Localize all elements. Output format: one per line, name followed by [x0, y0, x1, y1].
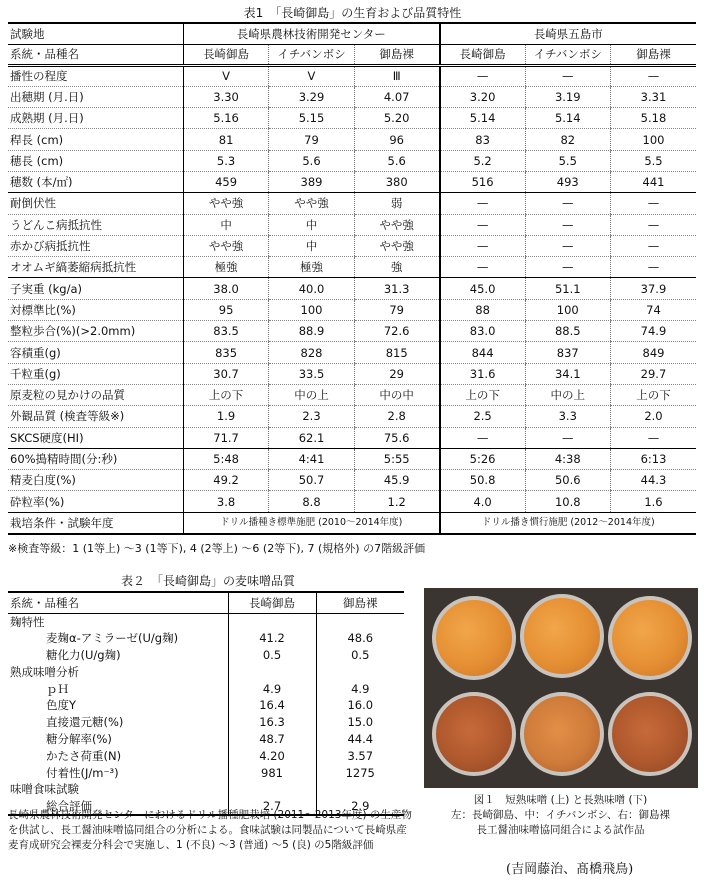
row-value: 上の下 — [440, 384, 525, 405]
row-value: 83 — [440, 129, 525, 150]
row-value: 4.0 — [440, 491, 525, 512]
table1-body — [8, 23, 696, 534]
row-value: 5:26 — [440, 448, 525, 469]
figure1-caption-line1: 図１ 短熟味噌 (上) と長熟味噌 (下) — [473, 794, 648, 806]
table2-row — [8, 714, 404, 731]
row-value: 5.20 — [354, 108, 439, 129]
row-label: 穂数 (本/㎡) — [8, 171, 183, 192]
miso-dish-short-ichibanboshi — [520, 594, 604, 678]
row-value: 2.5 — [440, 406, 525, 427]
miso-dish-short-mishima — [608, 596, 692, 680]
row-label: 総合評価 — [46, 798, 92, 813]
row-value: 38.0 — [183, 278, 268, 299]
table1-header-row1 — [8, 23, 696, 44]
table1-row — [8, 427, 696, 448]
row-value: 0.5 — [316, 647, 404, 664]
row-value: — — [525, 427, 610, 448]
row-value: 3.8 — [183, 491, 268, 512]
row-value: 33.5 — [269, 363, 354, 384]
header-site-a: 長崎県農林技術開発センター — [183, 23, 439, 44]
row-value: 83.0 — [440, 321, 525, 342]
table2-row — [8, 731, 404, 748]
row-value: 51.1 — [525, 278, 610, 299]
row-label: 外観品質 (検査等級※) — [8, 406, 183, 427]
table1-row — [8, 321, 696, 342]
row-value: 2.3 — [269, 406, 354, 427]
row-value: 389 — [269, 171, 354, 192]
row-label: 子実重 (kg/a) — [8, 278, 183, 299]
row-value: 81 — [183, 129, 268, 150]
table1-row — [8, 299, 696, 320]
row-label: 整粒歩合(%)(>2.0mm) — [8, 321, 183, 342]
row-label: SKCS硬度(HI) — [8, 427, 183, 448]
row-value: 5.18 — [610, 108, 696, 129]
table1-row — [8, 235, 696, 256]
row-value: 88.5 — [525, 321, 610, 342]
row-value: 中 — [183, 214, 268, 235]
row-label: 砕粒率(%) — [8, 491, 183, 512]
row-value: 4.9 — [228, 680, 316, 697]
row-value: 5:48 — [183, 448, 268, 469]
row-value: 16.3 — [228, 714, 316, 731]
row-label: 容積重(g) — [8, 342, 183, 363]
row-value: 88 — [440, 299, 525, 320]
row-value: — — [610, 257, 696, 278]
row-value: 中 — [269, 235, 354, 256]
row-value: 79 — [354, 299, 439, 320]
row-value: やや強 — [269, 193, 354, 214]
figure1-caption — [418, 793, 703, 838]
row-value: 1.2 — [354, 491, 439, 512]
row-value: 849 — [610, 342, 696, 363]
row-value: 50.6 — [525, 470, 610, 491]
table2-row — [8, 663, 404, 680]
row-value: 100 — [610, 129, 696, 150]
row-label: 耐倒伏性 — [8, 193, 183, 214]
table1-row — [8, 171, 696, 192]
row-value: — — [610, 427, 696, 448]
row-value: 2.0 — [610, 406, 696, 427]
row-value: 16.0 — [316, 697, 404, 714]
miso-dish-long-ichibanboshi — [520, 692, 604, 776]
table2-header-col1: 長崎御島 — [228, 592, 316, 613]
header-col: イチバンボシ — [269, 44, 354, 65]
row-value: — — [440, 257, 525, 278]
row-label: 色度Y — [46, 698, 77, 713]
miso-dish-long-mishima — [608, 692, 692, 776]
table1-row — [8, 214, 696, 235]
row-value: 29.7 — [610, 363, 696, 384]
row-value: 5.5 — [610, 150, 696, 171]
row-value: — — [525, 257, 610, 278]
row-value: 49.2 — [183, 470, 268, 491]
row-value: 5.14 — [525, 108, 610, 129]
row-value: やや強 — [354, 214, 439, 235]
row-value: 71.7 — [183, 427, 268, 448]
table2-row — [8, 697, 404, 714]
row-value: 30.7 — [183, 363, 268, 384]
footer-label: 栽培条件・試験年度 — [10, 515, 114, 530]
row-value: 44.3 — [610, 470, 696, 491]
row-value: 中の中 — [354, 384, 439, 405]
table1-header-row2 — [8, 44, 696, 65]
table2-note: 長崎県農林技術開発センターにおけるドリル播種肥栽培 (2011～2013年度) の生産物を供試し、長工醤油味噌協同組合の分析による。食味試験は同製品について長崎県産麦育成研究会裸麦分科会で実施し、1 (不良) ～3 (普通) ～5 (良) の5階級評価 — [8, 809, 412, 851]
row-value: 441 — [610, 171, 696, 192]
row-value: 1.6 — [610, 491, 696, 512]
table1 — [8, 22, 696, 535]
header-col: 長崎御島 — [183, 44, 268, 65]
row-value: 37.9 — [610, 278, 696, 299]
miso-dish-long-nagasaki — [432, 692, 516, 776]
row-value: 75.6 — [354, 427, 439, 448]
table1-row — [8, 108, 696, 129]
row-value: 31.3 — [354, 278, 439, 299]
row-value: — — [440, 214, 525, 235]
row-value: 82 — [525, 129, 610, 150]
header-site-b: 長崎県五島市 — [440, 23, 696, 44]
figure1-caption-line3: 長工醤油味噌協同組合による試作品 — [476, 824, 645, 836]
row-label: 60%搗精時間(分:秒) — [8, 448, 183, 469]
row-value: 3.29 — [269, 86, 354, 107]
row-value — [316, 663, 404, 680]
table2-header-col2: 御島裸 — [316, 592, 404, 613]
row-value — [316, 781, 404, 798]
row-value: 44.4 — [316, 731, 404, 748]
row-value: 8.8 — [269, 491, 354, 512]
row-label: 熟成味噌分析 — [10, 664, 79, 679]
table1-note: ※検査等級：1 (1等上) ～3 (1等下), 4 (2等上) ～6 (2等下), 7 (規格外) の7階級評価 — [8, 542, 426, 555]
row-value: — — [525, 214, 610, 235]
row-value: 2.8 — [354, 406, 439, 427]
row-value — [228, 663, 316, 680]
table2-body — [8, 592, 404, 815]
row-value: 79 — [269, 129, 354, 150]
row-label: ｐＨ — [46, 681, 69, 696]
row-value: 88.9 — [269, 321, 354, 342]
row-value: 16.4 — [228, 697, 316, 714]
row-value: — — [610, 193, 696, 214]
row-value: 45.9 — [354, 470, 439, 491]
row-value: 3.19 — [525, 86, 610, 107]
row-value: 弱 — [354, 193, 439, 214]
row-value: 837 — [525, 342, 610, 363]
row-value: 83.5 — [183, 321, 268, 342]
row-value: 上の下 — [183, 384, 268, 405]
row-value: 5:55 — [354, 448, 439, 469]
row-value: 493 — [525, 171, 610, 192]
table2-row — [8, 630, 404, 647]
row-value: 上の下 — [610, 384, 696, 405]
table1-row — [8, 363, 696, 384]
row-label: 味噌食味試験 — [10, 782, 79, 797]
row-value: 815 — [354, 342, 439, 363]
row-value: 3.31 — [610, 86, 696, 107]
row-value: やや強 — [183, 235, 268, 256]
row-value: 強 — [354, 257, 439, 278]
row-label: 麹特性 — [10, 614, 45, 629]
row-value: — — [525, 235, 610, 256]
row-value: — — [440, 427, 525, 448]
miso-photo — [424, 588, 698, 788]
row-value: 50.7 — [269, 470, 354, 491]
row-value: 2.7 — [228, 798, 316, 815]
table2-row — [8, 613, 404, 630]
table2-header-label: 系統・品種名 — [8, 592, 228, 613]
row-value: 844 — [440, 342, 525, 363]
row-value: — — [525, 65, 610, 86]
footer-site-a: ドリル播種き標準施肥 (2010～2014年度) — [183, 512, 439, 533]
row-value: 3.30 — [183, 86, 268, 107]
header-col: イチバンボシ — [525, 44, 610, 65]
table1-row — [8, 406, 696, 427]
figure1-caption-line2: 左：長崎御島、中：イチバンボシ、右：御島裸 — [450, 809, 671, 821]
row-value: 極強 — [183, 257, 268, 278]
row-value: 31.6 — [440, 363, 525, 384]
row-value: 72.6 — [354, 321, 439, 342]
row-value: 10.8 — [525, 491, 610, 512]
row-value: 0.5 — [228, 647, 316, 664]
row-value: 40.0 — [269, 278, 354, 299]
row-value: 中 — [269, 214, 354, 235]
row-label: 原麦粒の見かけの品質 — [8, 384, 183, 405]
row-value: 2.9 — [316, 798, 404, 815]
row-value: 中の上 — [269, 384, 354, 405]
row-label: 稈長 (cm) — [8, 129, 183, 150]
row-label: かたさ荷重(N) — [46, 748, 122, 763]
row-label: うどんこ病抵抗性 — [8, 214, 183, 235]
row-value: 95 — [183, 299, 268, 320]
row-value: 5.2 — [440, 150, 525, 171]
row-value: 6:13 — [610, 448, 696, 469]
row-value: 50.8 — [440, 470, 525, 491]
row-value: Ⅴ — [269, 65, 354, 86]
row-value: 5.14 — [440, 108, 525, 129]
table2-title: 表２ 「長崎御島」の麦味噌品質 — [120, 574, 295, 588]
row-label: 赤かび病抵抗性 — [8, 235, 183, 256]
row-value: 3.57 — [316, 747, 404, 764]
row-value: 5.5 — [525, 150, 610, 171]
table1-row — [8, 129, 696, 150]
row-label: 播性の程度 — [8, 65, 183, 86]
row-value: 74.9 — [610, 321, 696, 342]
row-value: 5.6 — [269, 150, 354, 171]
row-label: 穂長 (cm) — [8, 150, 183, 171]
row-label: 糖分解率(%) — [46, 731, 112, 746]
header-variety-label: 系統・品種名 — [8, 44, 183, 65]
row-value — [228, 781, 316, 798]
row-value — [228, 613, 316, 630]
row-value: 4:41 — [269, 448, 354, 469]
row-value: — — [525, 193, 610, 214]
row-value: 459 — [183, 171, 268, 192]
row-value: 1275 — [316, 764, 404, 781]
miso-dish-short-nagasaki — [432, 596, 516, 680]
table2-row — [8, 764, 404, 781]
row-value: 96 — [354, 129, 439, 150]
table1-row — [8, 384, 696, 405]
table1-row — [8, 448, 696, 469]
row-value: やや強 — [354, 235, 439, 256]
row-label: 糖化力(U/g麹) — [46, 647, 121, 662]
table1-row — [8, 257, 696, 278]
row-value: — — [610, 214, 696, 235]
header-col: 御島裸 — [354, 44, 439, 65]
row-value: 74 — [610, 299, 696, 320]
row-value: 100 — [525, 299, 610, 320]
row-value: 835 — [183, 342, 268, 363]
row-value: 48.7 — [228, 731, 316, 748]
table1-row — [8, 86, 696, 107]
table2-header-row — [8, 592, 404, 613]
row-label: 精麦白度(%) — [8, 470, 183, 491]
row-value: 516 — [440, 171, 525, 192]
row-label: 対標準比(%) — [8, 299, 183, 320]
table2-row — [8, 680, 404, 697]
row-value: 62.1 — [269, 427, 354, 448]
row-value: 380 — [354, 171, 439, 192]
row-value: 5.6 — [354, 150, 439, 171]
table2 — [8, 591, 404, 816]
row-value: — — [440, 235, 525, 256]
footer-site-b: ドリル播き慣行施肥 (2012～2014年度) — [440, 512, 696, 533]
row-value: 45.0 — [440, 278, 525, 299]
row-value: — — [440, 65, 525, 86]
row-value: やや強 — [183, 193, 268, 214]
row-value: 5.16 — [183, 108, 268, 129]
header-col: 御島裸 — [610, 44, 696, 65]
row-value: 1.9 — [183, 406, 268, 427]
row-value: — — [610, 235, 696, 256]
authors: (吉岡藤治、髙橋飛鳥) — [506, 862, 634, 877]
table2-row — [8, 747, 404, 764]
table1-row — [8, 342, 696, 363]
table1-title: 表1 「長崎御島」の生育および品質特性 — [243, 6, 462, 20]
row-value: 5.15 — [269, 108, 354, 129]
row-value: 4.07 — [354, 86, 439, 107]
row-label: 付着性(J/m⁻³) — [46, 765, 119, 780]
table2-row — [8, 781, 404, 798]
row-value: 34.1 — [525, 363, 610, 384]
row-label: 麦麹α-アミラーゼ(U/g麹) — [46, 631, 179, 646]
row-value: 15.0 — [316, 714, 404, 731]
row-label: 直接還元糖(%) — [46, 715, 124, 730]
table1-footer-row — [8, 512, 696, 533]
row-value: 981 — [228, 764, 316, 781]
row-value: 4.20 — [228, 747, 316, 764]
row-label: 成熟期 (月.日) — [8, 108, 183, 129]
row-value: 41.2 — [228, 630, 316, 647]
row-value: 4.9 — [316, 680, 404, 697]
row-value — [316, 613, 404, 630]
table1-row — [8, 193, 696, 214]
table1-row — [8, 65, 696, 86]
header-site-label: 試験地 — [8, 23, 183, 44]
row-value: 中の上 — [525, 384, 610, 405]
row-label: 出穂期 (月.日) — [8, 86, 183, 107]
table1-row — [8, 470, 696, 491]
row-value: 828 — [269, 342, 354, 363]
table2-row — [8, 647, 404, 664]
row-label: 千粒重(g) — [8, 363, 183, 384]
table1-row — [8, 150, 696, 171]
row-value: 100 — [269, 299, 354, 320]
row-value: Ⅴ — [183, 65, 268, 86]
row-label: オオムギ縞萎縮病抵抗性 — [8, 257, 183, 278]
row-value: 4:38 — [525, 448, 610, 469]
row-value: 3.20 — [440, 86, 525, 107]
table1-row — [8, 278, 696, 299]
row-value: — — [440, 193, 525, 214]
table1-row — [8, 491, 696, 512]
row-value: 48.6 — [316, 630, 404, 647]
header-col: 長崎御島 — [440, 44, 525, 65]
row-value: 5.3 — [183, 150, 268, 171]
row-value: 3.3 — [525, 406, 610, 427]
row-value: 極強 — [269, 257, 354, 278]
row-value: 29 — [354, 363, 439, 384]
row-value: Ⅲ — [354, 65, 439, 86]
row-value: — — [610, 65, 696, 86]
